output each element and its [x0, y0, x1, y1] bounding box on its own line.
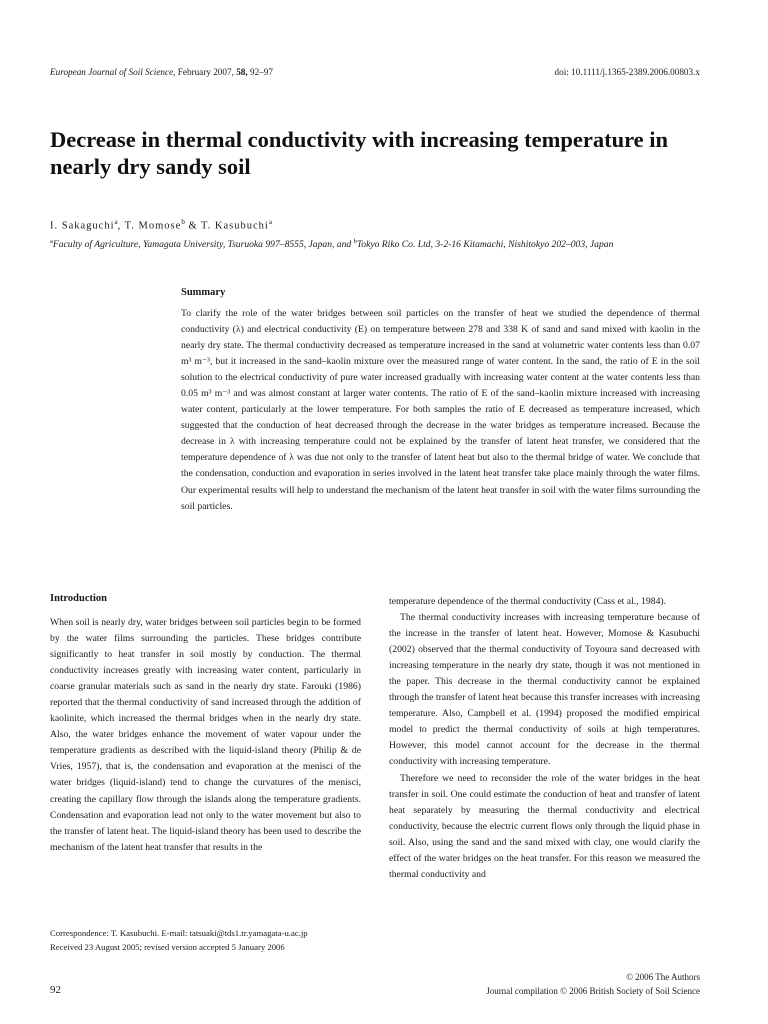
author-separator: &	[184, 220, 202, 232]
affiliation-b: Tokyo Riko Co. Ltd, 3-2-16 Kitamachi, Nishitokyo 202–003, Japan	[356, 239, 614, 251]
author-name: T. Kasubuchi	[201, 220, 269, 232]
author-name: T. Momose	[124, 220, 182, 232]
copyright-authors: © 2006 The Authors	[626, 972, 700, 982]
issue-date: February 2007,	[175, 67, 234, 77]
correspondence-line: Correspondence: T. Kasubuchi. E-mail: tatsuaki@tds1.tr.yamagata-u.ac.jp	[50, 928, 308, 938]
intro-paragraph: Therefore we need to reconsider the role of the water bridges in the heat transfer in soil. One could estimate the conduction of heat and transfer of latent heat separately by measuring the thermal conductivity and electrical conductivity, because the electric current flows only through the liquid phase in soil. Also, using the sand and the sand mixed with clay, one would clarify the effect of the water bridges on the heat transfer. For this reason we measured the thermal conductivity and	[389, 772, 700, 880]
received-line: Received 23 August 2005; revised version accepted 5 January 2006	[50, 942, 285, 952]
doi: doi: 10.1111/j.1365-2389.2006.00803.x	[554, 67, 700, 77]
affiliations	[50, 234, 710, 252]
volume-number: 58,	[236, 67, 248, 77]
intro-paragraph: The thermal conductivity increases with increasing temperature because of the increase in the transfer of latent heat. However, Momose & Kasubuchi (2002) observed that the thermal conductivity of Toyoura sand decreased with increasing temperature in the nearly dry state, though it was not mentioned in the paper. This decrease in the thermal conductivity cannot be explained through the transfer of latent heat because this transfer increases with increasing temperature. Also, Campbell et al. (1994) proposed the modified empirical model to predict the thermal conductivity of soils at high temperatures. However, this model cannot account for the decrease in the thermal conductivity with increasing temperature.	[389, 612, 700, 768]
affil-marker: b	[353, 238, 357, 245]
affil-marker: a	[50, 238, 53, 245]
author-affil-marker: a	[268, 218, 272, 226]
left-column	[50, 615, 361, 911]
page-range: 92–97	[247, 67, 273, 77]
copyright-block	[486, 970, 700, 998]
page-number: 92	[50, 984, 61, 996]
intro-paragraph: When soil is nearly dry, water bridges between soil particles begin to be formed by the water films surrounding the particles. These bridges contribute significantly to heat transfer in soil mostly by conduction. The thermal conductivity increases greatly with increasing water content, particularly in coarse granular materials such as sand in the nearly dry state. Farouki (1986) reported that the thermal conductivity of sand increased through the addition of kaolinite, which increased the thermal bridges when in the nearly dry state. Also, the water bridges enhance the movement of water vapour under the temperature gradients as described with the liquid-island theory (Philip & de Vries, 1957), that is, the condensation and evaporation at the menisci of the water bridges (liquid-island) tend to change the curvatures of the menisci, creating the capillary flow through the islands along the temperature gradients. Condensation and evaporation lead not only to the water movement but also to the transfer of latent heat. The liquid-island theory has been used to describe the mechanism of the latent heat transfer that results in the	[50, 617, 361, 853]
author-affil-marker: b	[181, 218, 185, 226]
summary-text: To clarify the role of the water bridges between soil particles on the transfer of heat we studied the dependence of thermal conductivity (λ) and electrical conductivity (E) on temperature between 278 and 338 K of sand and sand mixed with kaolin in the nearly dry state. The thermal conductivity decreased as temperature increased in the sand at volumetric water contents less than 0.07 m³ m⁻³, but it increased in the sand–kaolin mixture over the measured range of water content. In the sand, the ratio of E in the soil solution to the electrical conductivity of pure water increased gradually with increasing water content at the water contents less than 0.05 m³ m⁻³ and was almost constant at larger water contents. The ratio of E of the sand–kaolin mixture increased with increasing water content, particularly at the lower temperature. For both samples the ratio of E decreased as temperature increased, which suggested that the conduction of heat decreased through the decrease in the water bridges as temperature increased. Because the decrease in λ with increasing temperature could not be explained by the transfer of latent heat transfer, we considered that the temperature dependence of λ was due not only to the transfer of latent heat but also to the thermal bridge of water. We conclude that the condensation, conduction and evaporation in series involved in the latent heat transfer take place mainly through the water films. Our experimental results will help to understand the mechanism of the latent heat transfer in soil with the water films surrounding the soil particles.	[181, 308, 700, 512]
author-separator: ,	[117, 220, 125, 232]
author-name: I. Sakaguchi	[50, 220, 115, 232]
author-list	[50, 215, 272, 234]
introduction-heading: Introduction	[50, 593, 107, 604]
intro-paragraph: temperature dependence of the thermal conductivity (Cass et al., 1984).	[389, 596, 667, 607]
journal-name: European Journal of Soil Science,	[50, 67, 176, 77]
right-column	[389, 594, 700, 954]
copyright-journal: Journal compilation © 2006 British Society of Soil Science	[486, 986, 700, 996]
author-affil-marker: a	[114, 218, 118, 226]
article-title: Decrease in thermal conductivity with increasing temperature in nearly dry sandy soil	[50, 127, 669, 179]
running-header-citation	[50, 66, 273, 78]
correspondence-footnote	[50, 926, 361, 954]
affiliation-a: Faculty of Agriculture, Yamagata University, Tsuruoka 997–8555, Japan, and	[52, 239, 354, 251]
summary-heading: Summary	[181, 287, 226, 298]
